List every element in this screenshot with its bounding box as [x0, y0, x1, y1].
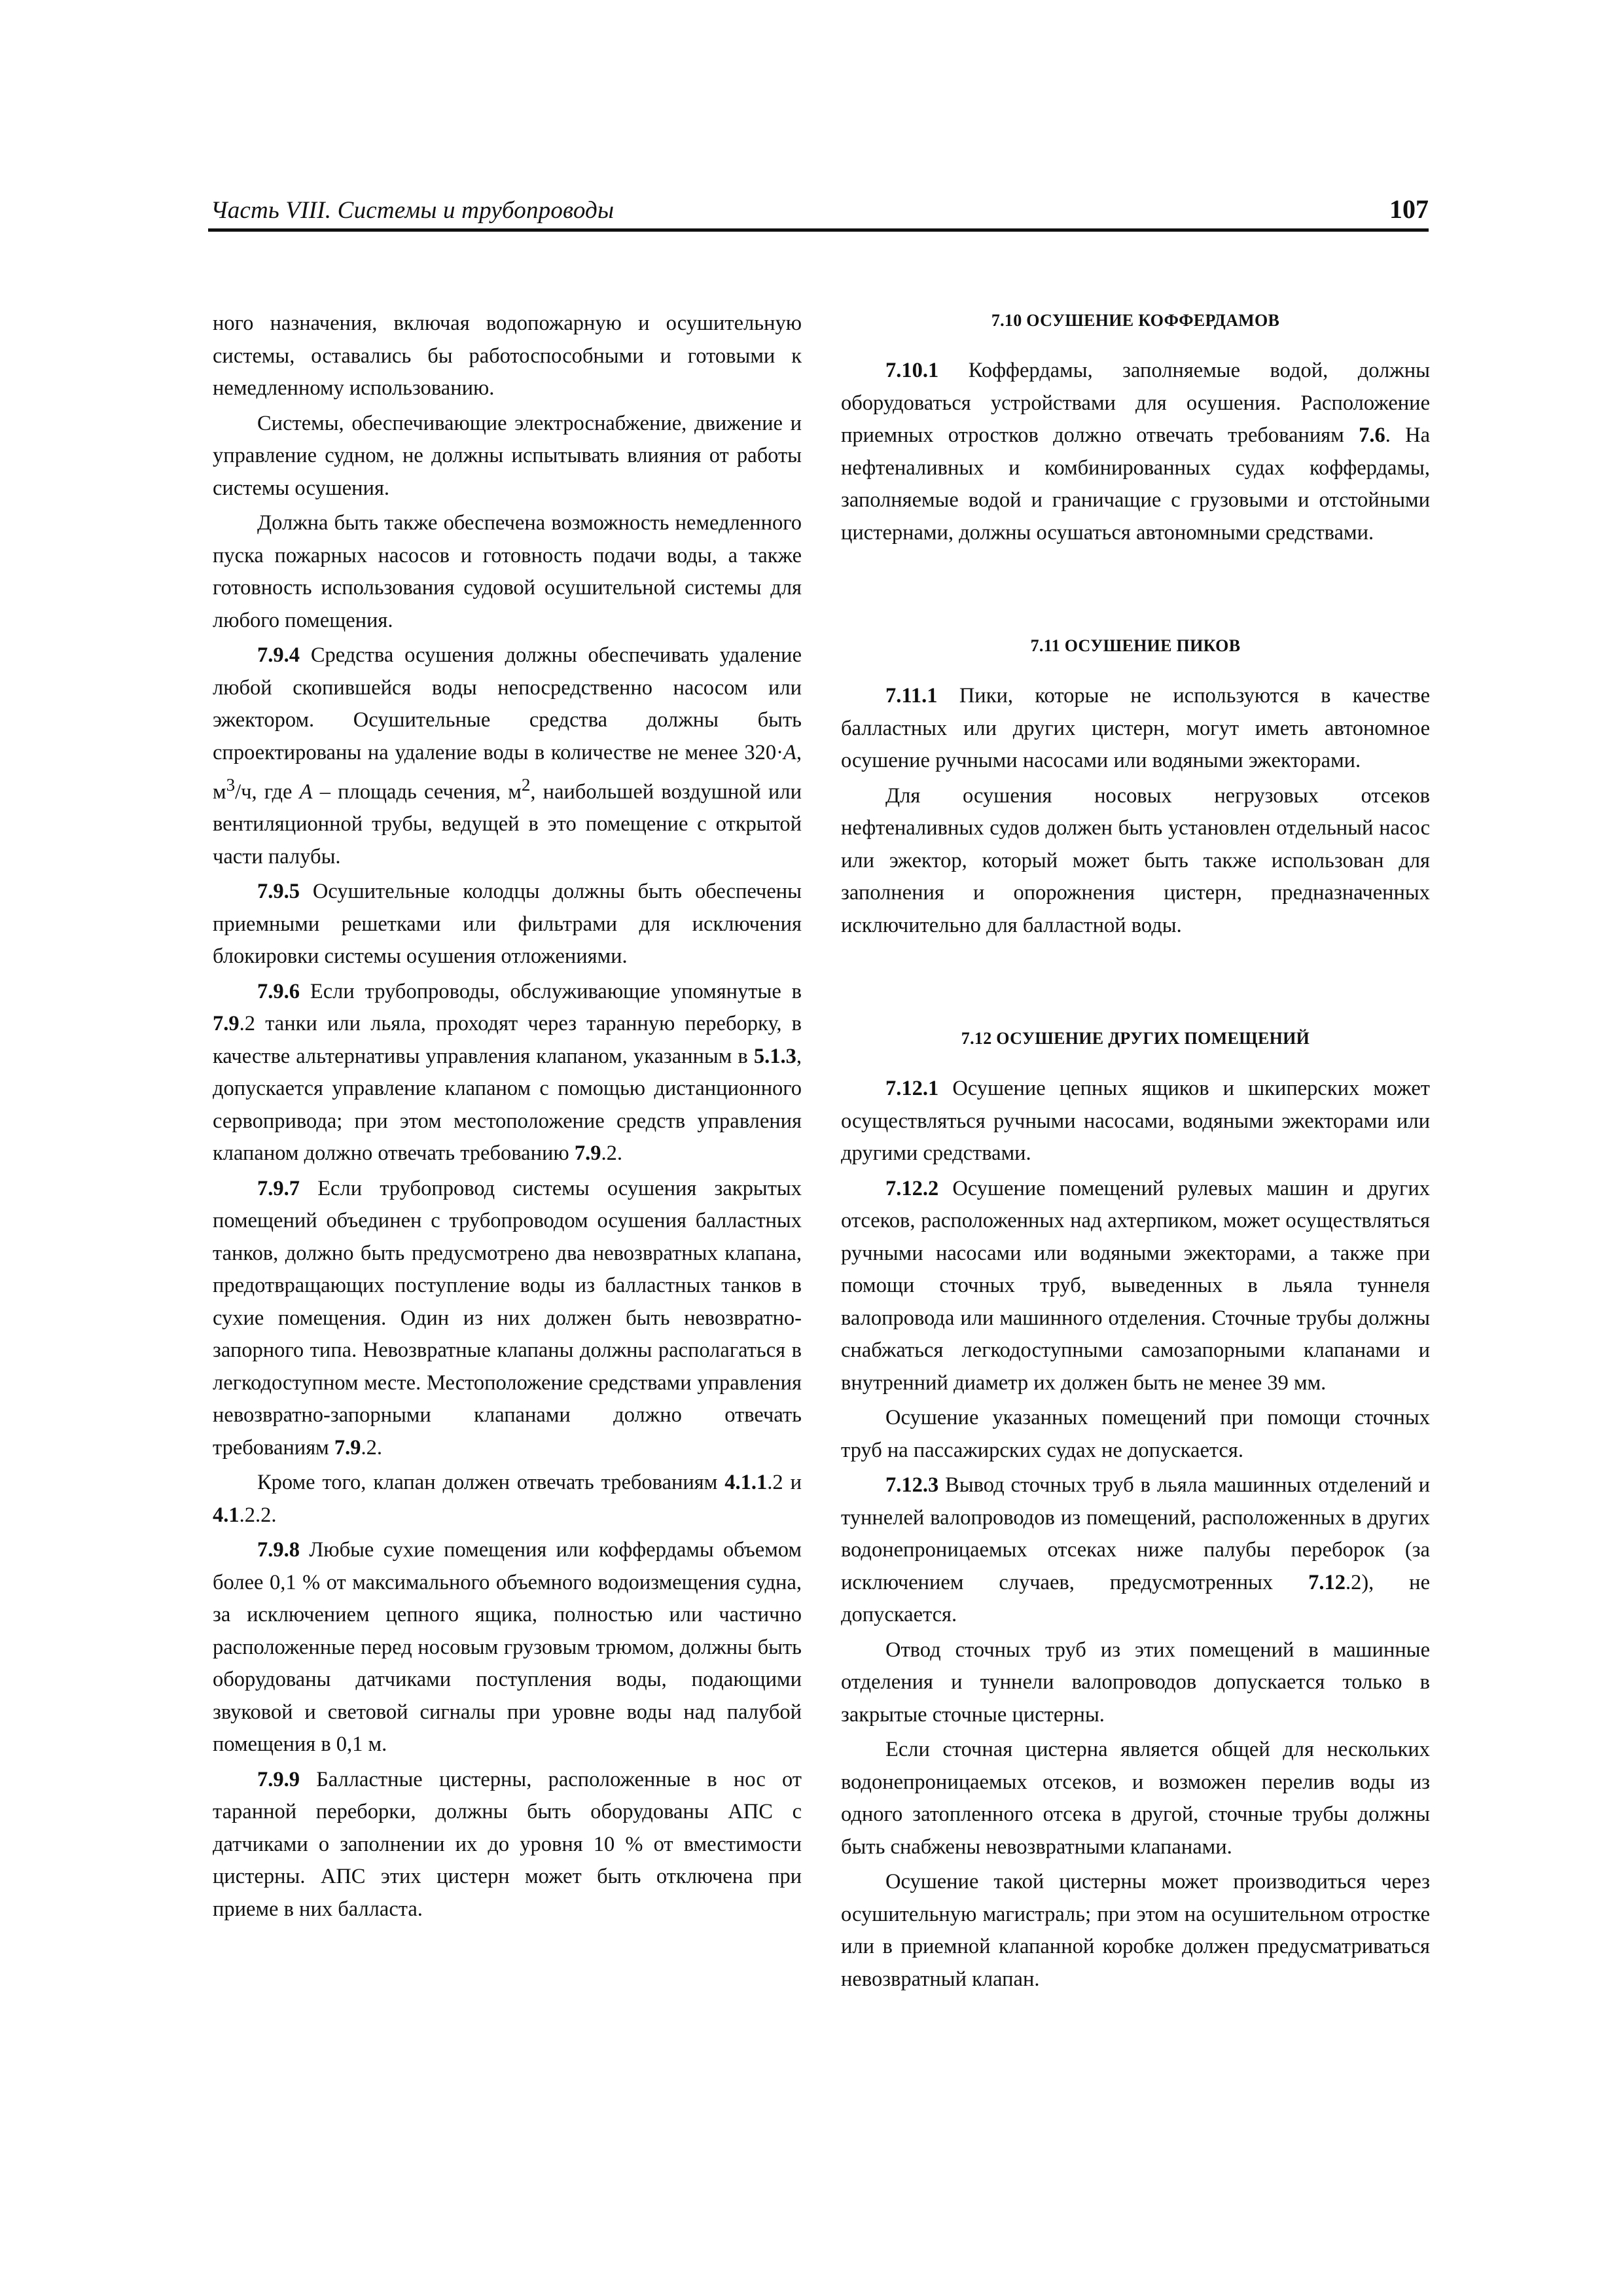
paragraph-7-9-7: 7.9.7 Если трубопровод системы осушения закрытых помещений объединен с трубопроводом осушения балластных танков, должно быть предусмотрено два невозвратных клапана, предотвращающих поступление воды из балластных танков в сухие помещения. Один из них должен быть невозвратно-запорного типа. Невозвратные клапаны должны располагаться в легкодоступном месте. Местоположение средствами управления невозвратно-запорными клапанами должно отвечать требованиям 7.9.2. — [213, 1176, 802, 1460]
paragraph-7-12-1: 7.12.1 Осушение цепных ящиков и шкиперских может осуществляться ручными насосами, водяными эжекторами или другими средствами. — [841, 1077, 1430, 1165]
paragraph-7-9-4: 7.9.4 Средства осушения должны обеспечивать удаление любой скопившейся воды непосредственно насосом или эжектором. Осушительные средства должны быть спроектированы на удаление воды в количестве не менее 320·A, $м^3/ч$, где A – площадь сечения, $м^2$, наибольшей воздушной или вентиляционной трубы, ведущей в это помещение с открытой части палубы. — [213, 643, 802, 869]
cross-reference: 7.9 — [334, 1435, 361, 1460]
clause-number: 7.9.8 — [257, 1538, 300, 1562]
section-title: 7.12 ОСУШЕНИЕ ДРУГИХ ПОМЕЩЕНИЙ — [961, 1029, 1310, 1048]
section-spacer — [841, 552, 1430, 633]
cross-reference: 4.1.1 — [724, 1471, 768, 1495]
clause-number: 7.12.3 — [885, 1473, 939, 1497]
right-column — [841, 308, 1430, 1998]
left-column — [213, 308, 802, 1928]
clause-number: 7.9.9 — [257, 1767, 300, 1791]
clause-number: 7.9.7 — [257, 1176, 300, 1200]
cross-reference: 4.1 — [213, 1503, 240, 1527]
paragraph: Для осушения носовых негрузовых отсеков нефтеналивных судов должен быть установлен отдельный насос или эжектор, который может быть также использован для заполнения и опорожнения цистерн, предназначенных исключительно для балластной воды. — [841, 783, 1430, 937]
section-title: 7.10 ОСУШЕНИЕ КОФФЕРДАМОВ — [991, 311, 1280, 330]
paragraph-7-9-6: 7.9.6 Если трубопроводы, обслуживающие упомянутые в 7.9.2 танки или льяла, проходят через таранную переборку, в качестве альтернативы управления клапаном, указанным в 5.1.3, допускается управление клапаном с помощью дистанционного сервопривода; при этом местоположение средств управления клапаном должно отвечать требованию 7.9.2. — [213, 979, 802, 1166]
cross-reference: 7.6 — [1359, 423, 1385, 447]
paragraph-7-12-2: 7.12.2 Осушение помещений рулевых машин и других отсеков, расположенных над ахтерпиком, может осуществляться ручными насосами или водяными эжекторами, а также при помощи сточных труб, выведенных в льяла туннеля валопровода или машинного отделения. Сточные трубы должны снабжаться легкодоступными самозапорными клапанами и внутренний диаметр их должен быть не менее 39 мм. — [841, 1176, 1430, 1395]
clause-number: 7.12.1 — [885, 1077, 939, 1100]
clause-number: 7.10.1 — [885, 359, 939, 382]
cross-reference: 7.9 — [213, 1012, 240, 1036]
clause-number: 7.9.5 — [257, 880, 300, 904]
paragraph: Осушение указанных помещений при помощи сточных труб на пассажирских судах не допускается. — [841, 1406, 1430, 1462]
clause-number: 7.9.4 — [257, 643, 300, 667]
cross-reference: 7.12 — [1308, 1570, 1346, 1594]
cross-reference: 7.9 — [574, 1141, 601, 1166]
paragraph: Осушение такой цистерны может производиться через осушительную магистраль; при этом на осушительном отростке или в приемной клапанной коробке должен предусматриваться невозвратный клапан. — [841, 1870, 1430, 1991]
clause-number: 7.12.2 — [885, 1176, 939, 1200]
paragraph: Кроме того, клапан должен отвечать требованиям 4.1.1.2 и 4.1.2.2. — [213, 1471, 802, 1527]
paragraph-7-11-1: 7.11.1 Пики, которые не используются в качестве балластных или других цистерн, могут иметь автономное осушение ручными насосами или водяными эжекторами. — [841, 684, 1430, 772]
paragraph-7-10-1: 7.10.1 Коффердамы, заполняемые водой, должны оборудоваться устройствами для осушения. Расположение приемных отростков должно отвечать требованиям 7.6. На нефтеналивных и комбинированных судах коффердамы, заполняемые водой и граничащие с грузовыми и отстойными цистернами, должны осушаться автономными средствами. — [841, 359, 1430, 545]
paragraph-7-9-9: 7.9.9 Балластные цистерны, расположенные в нос от таранной переборки, должны быть оборудованы АПС с датчиками о заполнении их до уровня 10 % от вместимости цистерны. АПС этих цистерн может быть отключена при приеме в них балласта. — [213, 1767, 802, 1921]
paragraph-7-9-8: 7.9.8 Любые сухие помещения или коффердамы объемом более 0,1 % от максимального объемного водоизмещения судна, за исключением цепного ящика, полностью или частично расположенные перед носовым грузовым трюмом, должны быть оборудованы датчиками поступления воды, подающими звуковой и световой сигналы при уровне воды над палубой помещения в 0,1 м. — [213, 1538, 802, 1757]
paragraph: Если сточная цистерна является общей для нескольких водонепроницаемых отсеков, и возможен перелив воды из одного затопленного отсека в другой, сточные трубы должны быть снабжены невозвратными клапанами. — [841, 1738, 1430, 1859]
paragraph-7-9-5: 7.9.5 Осушительные колодцы должны быть обеспечены приемными решетками или фильтрами для исключения блокировки системы осушения отложениями. — [213, 880, 802, 969]
paragraph-7-12-3: 7.12.3 Вывод сточных труб в льяла машинных отделений и туннелей валопроводов из помещений, расположенных в других водонепроницаемых отсеках ниже палубы переборок (за исключением случаев, предусмотренных 7.12.2), не допускается. — [841, 1473, 1430, 1626]
paragraph: ного назначения, включая водопожарную и осушительную системы, оставались бы работоспособными и готовыми к немедленному использованию. — [213, 312, 802, 400]
section-title: 7.11 ОСУШЕНИЕ ПИКОВ — [1030, 636, 1241, 655]
running-title: Часть VIII. Системы и трубопроводы — [211, 197, 615, 224]
paragraph: Системы, обеспечивающие электроснабжение, движение и управление судном, не должны испытывать влияния от работы системы осушения. — [213, 411, 802, 500]
clause-number: 7.9.6 — [257, 979, 300, 1003]
section-spacer — [841, 944, 1430, 1026]
paragraph: Отвод сточных труб из этих помещений в машинные отделения и туннели валопроводов допускается только в закрытые сточные цистерны. — [841, 1638, 1430, 1727]
page-number: 107 — [1389, 194, 1429, 224]
paragraph: Должна быть также обеспечена возможность немедленного пуска пожарных насосов и готовность подачи воды, а также готовность использования судовой осушительной системы для любого помещения. — [213, 511, 802, 632]
clause-number: 7.11.1 — [885, 684, 938, 708]
cross-reference: 5.1.3 — [753, 1044, 796, 1068]
page-header — [208, 194, 1429, 232]
